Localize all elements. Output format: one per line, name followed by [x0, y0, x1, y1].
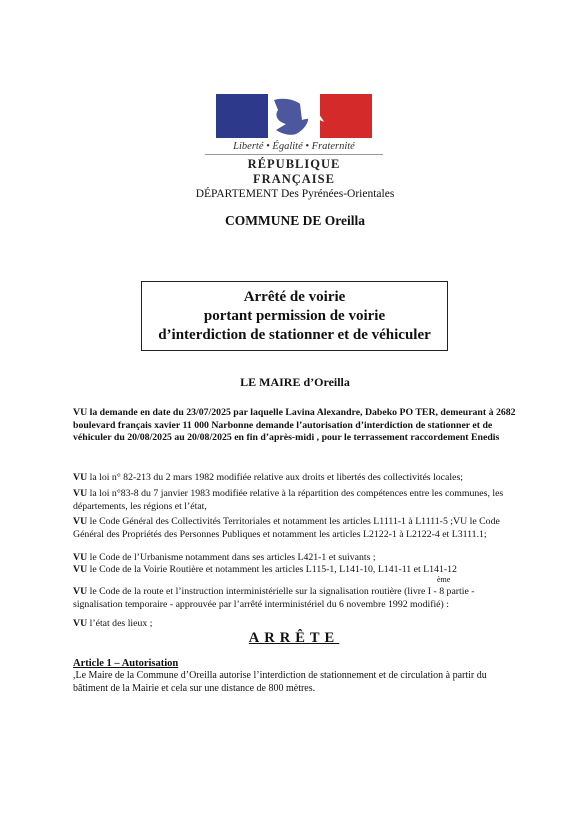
title-line-1: Arrêté de voirie: [243, 289, 346, 305]
article-1-body: ,Le Maire de la Commune d’Oreilla autorise l’interdiction de stationnement et de circulation à partir du bâtiment de la Mairie et cela sur une distance de 800 mètres.: [73, 670, 487, 694]
vu-item-urbanisme: [73, 552, 519, 565]
vu-label: VU: [73, 552, 88, 563]
vu-item-loi-82: [73, 472, 519, 485]
arrete-heading: ARRÊTE: [248, 630, 340, 646]
commune: COMMUNE DE Oreilla: [225, 213, 365, 228]
maire-heading: LE MAIRE d’Oreilla: [240, 375, 350, 389]
vu-label: VU: [73, 618, 88, 629]
vu-item-loi-83: [73, 488, 519, 513]
departement: DÉPARTEMENT Des Pyrénées-Orientales: [195, 188, 395, 200]
title-line-2: portant permission de voirie: [203, 308, 386, 324]
vu-item-demande: [73, 407, 519, 445]
title-line-3: d’interdiction de stationner et de véhiculer: [158, 327, 431, 343]
vu-label: VU: [73, 586, 88, 597]
vu-item-etat-lieux: [73, 618, 519, 631]
vu-label: VU: [73, 516, 88, 527]
vu-item-cgct: [73, 516, 519, 541]
vu-text: la loi n° 82-213 du 2 mars 1982 modifiée relative aux droits et libertés des collectivités locales;: [89, 472, 463, 483]
vu-text: le Code de la route et l’instruction interministérielle sur la signalisation routière (livre I - 8 partie - signalisation temporaire - approuvée par l’arrêté interministériel du 6 novembre 1992 modifié) :: [73, 586, 475, 610]
motto: Liberté • Égalité • Fraternité: [233, 141, 355, 152]
vu-label: VU: [73, 564, 88, 575]
vu-text: le Code de la Voirie Routière et notamment les articles L115-1, L141-10, L141-11 et L141-12: [89, 564, 457, 575]
vu-label: VU: [73, 488, 88, 499]
vu-text: l’état des lieux ;: [89, 618, 153, 629]
vu-text: la demande en date du 23/07/2025 par laquelle Lavina Alexandre, Dabeko PO TER, demeurant à 2682 boulevard français xavier 11 000 Narbonne demande l’autorisation d’interdiction de stationner et de véhiculer du 20/08/2025 au 20/08/2025 en fin d’après-midi , pour le terrassement raccordement Enedis: [73, 407, 516, 444]
vu-text: le Code Général des Collectivités Territoriales et notamment les articles L1111-1 à L1111-5 ;VU le Code Général des Propriétés des Personnes Publiques et notamment les articles L2122-1 à L2122-4 et L3111.1;: [73, 516, 500, 540]
marianne-logo: [216, 94, 372, 138]
article-1-title: Article 1 – Autorisation: [73, 658, 179, 669]
vu-text: le Code de l’Urbanisme notamment dans ses articles L421-1 et suivants ;: [89, 552, 376, 563]
vu-item-voirie: [73, 564, 519, 577]
title-box: [141, 281, 448, 351]
republique-francaise: RÉPUBLIQUE FRANÇAISE: [205, 154, 383, 187]
vu-item-route: [73, 586, 519, 611]
vu-text: la loi n°83-8 du 7 janvier 1983 modifiée relative à la répartition des compétences entre les communes, les départements, les régions et l’état,: [73, 488, 504, 512]
vu-label: VU: [73, 407, 88, 418]
vu-label: VU: [73, 472, 88, 483]
superscript-eme: ème: [437, 575, 451, 584]
